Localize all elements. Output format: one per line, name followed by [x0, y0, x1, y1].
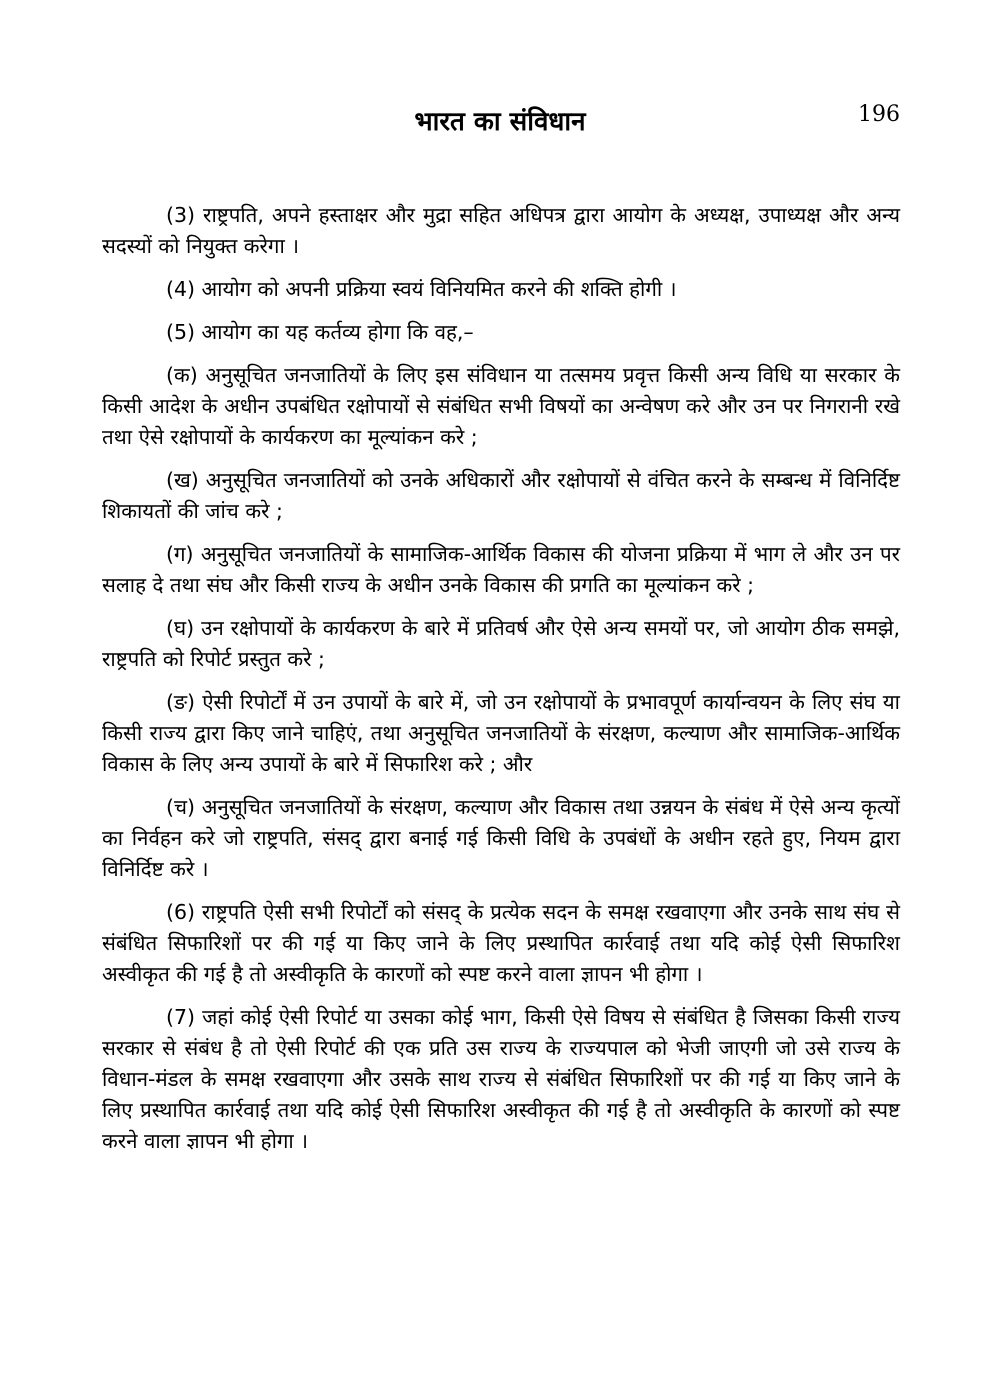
document-body: [102, 200, 900, 1169]
page-number: 196: [858, 102, 900, 127]
subclause-kha: (ख) अनुसूचित जनजातियों को उनके अधिकारों और रक्षोपायों से वंचित करने के सम्बन्ध में विनिर्दिष्ट शिकायतों की जांच करे ;: [102, 468, 900, 523]
page-title: भारत का संविधान: [414, 107, 586, 137]
paragraph-clause-4: (4) आयोग को अपनी प्रक्रिया स्वयं विनियमित करने की शक्ति होगी ।: [166, 277, 677, 301]
subclause-ka: (क) अनुसूचित जनजातियों के लिए इस संविधान या तत्समय प्रवृत्त किसी अन्य विधि या सरकार के किसी आदेश के अधीन उपबंधित रक्षोपायों से संबंधित सभी विषयों का अन्वेषण करे और उन पर निगरानी रखे तथा ऐसे रक्षोपायों के कार्यकरण का मूल्यांकन करे ;: [102, 363, 900, 449]
paragraph-clause-7: (7) जहां कोई ऐसी रिपोर्ट या उसका कोई भाग, किसी ऐसे विषय से संबंधित है जिसका किसी राज्य सरकार से संबंध है तो ऐसी रिपोर्ट की एक प्रति उस राज्य के राज्यपाल को भेजी जाएगी जो उसे राज्य के विधान-मंडल के समक्ष रखवाएगा और उसके साथ राज्य से संबंधित सिफारिशों पर की गई या किए जाने के लिए प्रस्थापित कार्रवाई तथा यदि कोई ऐसी सिफारिश अस्वीकृत की गई है तो अस्वीकृति के कारणों को स्पष्ट करने वाला ज्ञापन भी होगा ।: [102, 1005, 900, 1153]
subclause-nga: (ङ) ऐसी रिपोर्टों में उन उपायों के बारे में, जो उन रक्षोपायों के प्रभावपूर्ण कार्यान्वयन के लिए संघ या किसी राज्य द्वारा किए जाने चाहिएं, तथा अनुसूचित जनजातियों के संरक्षण, कल्याण और सामाजिक-आर्थिक विकास के लिए अन्य उपायों के बारे में सिफारिश करे ; और: [102, 690, 900, 776]
paragraph-clause-6: (6) राष्ट्रपति ऐसी सभी रिपोर्टों को संसद् के प्रत्येक सदन के समक्ष रखवाएगा और उनके साथ संघ से संबंधित सिफारिशों पर की गई या किए जाने के लिए प्रस्थापित कार्रवाई तथा यदि कोई ऐसी सिफारिश अस्वीकृत की गई है तो अस्वीकृति के कारणों को स्पष्ट करने वाला ज्ञापन भी होगा ।: [102, 900, 900, 986]
subclause-gha: (घ) उन रक्षोपायों के कार्यकरण के बारे में प्रतिवर्ष और ऐसे अन्य समयों पर, जो आयोग ठीक समझे, राष्ट्रपति को रिपोर्ट प्रस्तुत करे ;: [102, 616, 900, 671]
subclause-ga: (ग) अनुसूचित जनजातियों के सामाजिक-आर्थिक विकास की योजना प्रक्रिया में भाग ले और उन पर सलाह दे तथा संघ और किसी राज्य के अधीन उनके विकास की प्रगति का मूल्यांकन करे ;: [102, 542, 900, 597]
paragraph-clause-5: (5) आयोग का यह कर्तव्य होगा कि वह,–: [166, 320, 474, 344]
paragraph-clause-3: (3) राष्ट्रपति, अपने हस्ताक्षर और मुद्रा सहित अधिपत्र द्वारा आयोग के अध्यक्ष, उपाध्यक्ष और अन्य सदस्यों को नियुक्त करेगा ।: [102, 203, 900, 258]
subclause-cha: (च) अनुसूचित जनजातियों के संरक्षण, कल्याण और विकास तथा उन्नयन के संबंध में ऐसे अन्य कृत्यों का निर्वहन करे जो राष्ट्रपति, संसद् द्वारा बनाई गई किसी विधि के उपबंधों के अधीन रहते हुए, नियम द्वारा विनिर्दिष्ट करे ।: [102, 795, 900, 881]
